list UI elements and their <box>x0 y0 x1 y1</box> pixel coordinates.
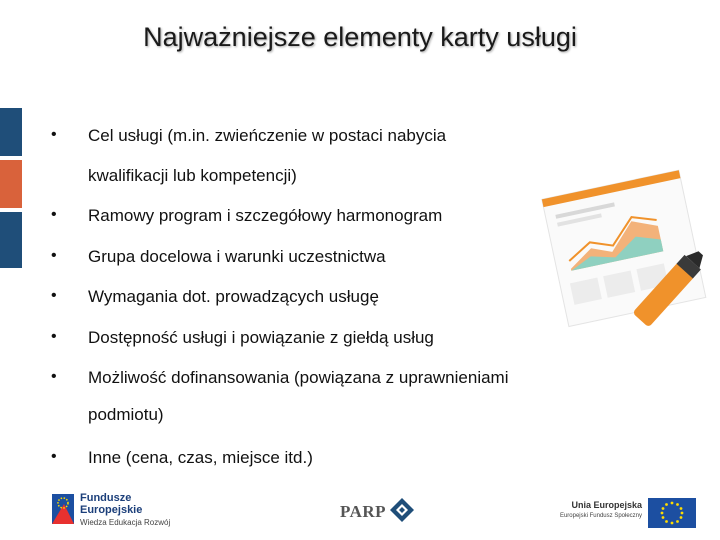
eu-logo-line-1: Unia Europejska <box>571 500 642 510</box>
eu-flag-icon <box>648 498 696 528</box>
bullet-marker: • <box>51 448 57 465</box>
fe-logo-line-2: Europejskie <box>80 504 143 516</box>
bullet-5: Dostępność usługi i powiązanie z giełdą usług <box>88 328 434 347</box>
bullet-marker: • <box>51 287 57 304</box>
fe-logo-mark <box>52 494 74 524</box>
parp-logo-mark <box>390 498 414 522</box>
fe-logo-line-3: Wiedza Edukacja Rozwój <box>80 518 171 527</box>
bullet-marker: • <box>51 328 57 345</box>
parp-logo-text: PARP <box>340 502 387 521</box>
bullet-marker: • <box>51 126 57 143</box>
bullet-6-line-2: podmiotu) <box>88 405 164 424</box>
eu-logo <box>540 498 700 526</box>
bullet-1-line-1: Cel usługi (m.in. zwieńczenie w postaci nabycia <box>88 126 447 145</box>
bullet-marker: • <box>51 247 57 264</box>
fe-logo <box>52 492 172 528</box>
bullet-marker: • <box>51 206 57 223</box>
parp-logo <box>340 498 420 524</box>
slide-title: Najważniejsze elementy karty usługi <box>143 22 577 52</box>
fe-logo-line-1: Fundusze <box>80 492 132 504</box>
bullet-2: Ramowy program i szczegółowy harmonogram <box>88 206 443 225</box>
bullet-4: Wymagania dot. prowadzących usługę <box>88 287 379 306</box>
report-highlighter-illustration <box>540 150 720 350</box>
bullet-7: Inne (cena, czas, miejsce itd.) <box>88 448 313 467</box>
bullet-6-line-1: Możliwość dofinansowania (powiązana z uprawnieniami <box>88 368 509 387</box>
bullet-marker: • <box>51 368 57 385</box>
eu-logo-line-2: Europejski Fundusz Społeczny <box>559 513 642 519</box>
bullet-1-line-2: kwalifikacji lub kompetencji) <box>88 166 297 185</box>
bullet-3: Grupa docelowa i warunki uczestnictwa <box>88 247 386 266</box>
